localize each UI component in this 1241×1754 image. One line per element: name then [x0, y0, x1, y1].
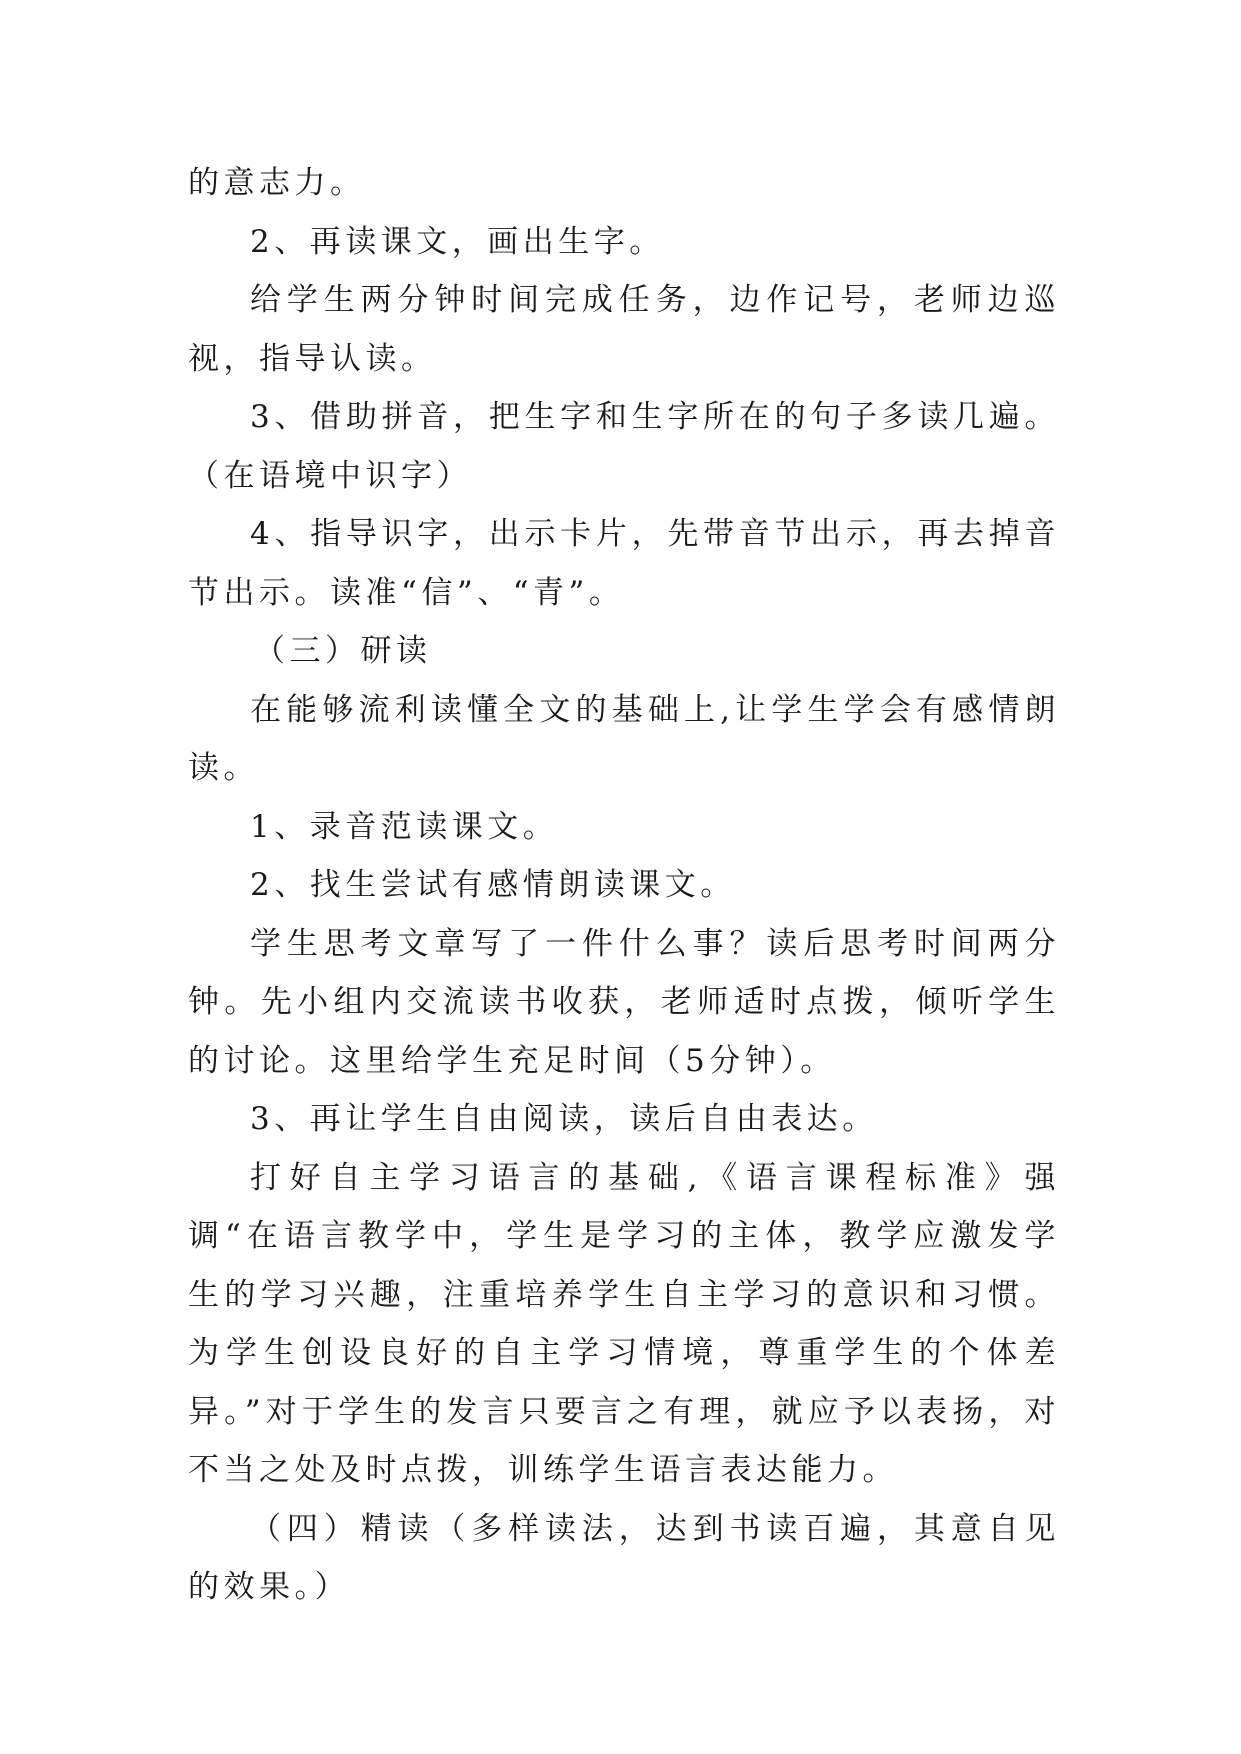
section-heading-3: （三）研读 [254, 633, 432, 669]
paragraph-1: 的意志力。 [188, 165, 366, 201]
section-heading-4: （四）精读（多样读法，达到书读百遍，其意自见的效果。） [188, 1510, 1060, 1605]
paragraph-4: 3、借助拼音，把生字和生字所在的句子多读几遍。（在语境中识字） [188, 399, 1060, 494]
paragraph-11: 打好自主学习语言的基础,《语言课程标准》强调“在语言教学中，学生是学习的主体，教学应激发学生的学习兴趣，注重培养学生自主学习的意识和习惯。为学生创设良好的自主学习情境，尊重学生的个体差异。”对于学生的发言只要言之有理，就应予以表扬，对不当之处及时点拨，训练学生语言表达能力。 [188, 1159, 1060, 1488]
paragraph-6: 在能够流利读懂全文的基础上,让学生学会有感情朗读。 [188, 691, 1060, 786]
paragraph-2: 2、再读课文，画出生字。 [250, 223, 665, 260]
paragraph-8: 2、找生尝试有感情朗读课文。 [250, 867, 736, 903]
paragraph-9: 学生思考文章写了一件什么事？读后思考时间两分钟。先小组内交流读书收获，老师适时点拨，倾听学生的讨论。这里给学生充足时间（5分钟）。 [188, 925, 1060, 1079]
paragraph-10: 3、再让学生自由阅读，读后自由表达。 [250, 1101, 878, 1137]
paragraph-7: 1、录音范读课文。 [250, 808, 559, 845]
body-text [188, 154, 1060, 1617]
paragraph-5: 4、指导识字，出示卡片，先带音节出示，再去掉音节出示。读准“信”、“青”。 [188, 516, 1060, 611]
paragraph-3: 给学生两分钟时间完成任务，边作记号，老师边巡视，指导认读。 [188, 282, 1060, 377]
